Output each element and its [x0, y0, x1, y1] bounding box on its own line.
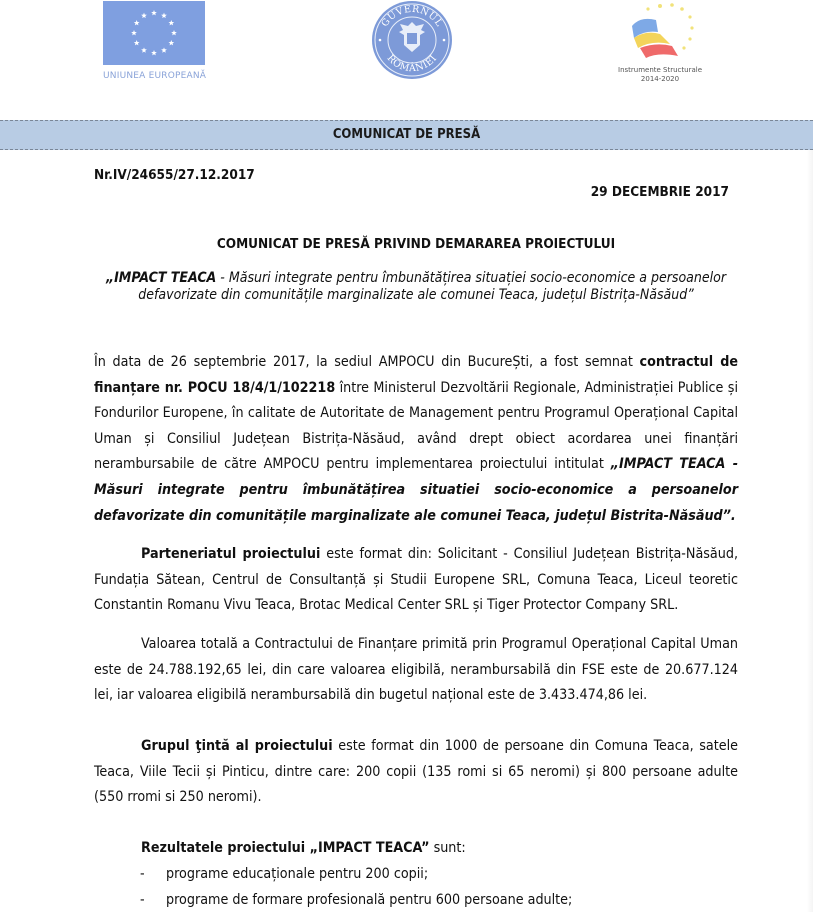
eu-flag-icon [103, 1, 205, 65]
contract-number: contractul de finanțare nr. POCU 18/4/1/102218 [94, 354, 738, 396]
government-seal [370, 0, 454, 80]
list-item-text: programe de formare profesională pentru 600 persoane adulte; [166, 888, 572, 913]
structural-caption-line2: 2014-2020 [612, 75, 708, 84]
release-date: 29 DECEMBRIE 2017 [591, 184, 729, 200]
results-title: Rezultatele proiectului „IMPACT TEACA” [141, 840, 430, 856]
eu-star-icon [131, 30, 137, 35]
structural-instruments-logo-icon [612, 0, 708, 64]
text: între Ministerul Dezvoltării Regionale, Administrației Publice și Fondurilor Europene, în calitate de Autoritate de Management pentru Programul Operațional Capital Uman și Consiliul Județean Bistrița-Năsăud, având drept obiect acordarea unei finanțări nerambursabile de către AMPOCU pentru implementarea proiectului intitulat [94, 380, 738, 473]
paragraph-target-group [94, 734, 738, 811]
structural-instruments-logo [612, 0, 708, 84]
list-item [94, 888, 738, 913]
eu-star-icon [141, 47, 147, 52]
eu-star-icon [134, 40, 140, 45]
logo-header [0, 0, 813, 110]
eu-caption: UNIUNEA EUROPEANĂ [103, 71, 205, 81]
text: sunt: [430, 840, 466, 856]
eu-star-icon [134, 20, 140, 25]
results-heading [94, 836, 738, 862]
text: În data de 26 septembrie 2017, la sediul AMPOCU din BucureȘti, a fost semnat [94, 354, 640, 370]
partnership-heading: Parteneriatul proiectului [141, 546, 320, 562]
paragraph-value [94, 632, 738, 709]
paragraph-partnership [94, 542, 738, 619]
eu-star-icon [141, 13, 147, 18]
structural-caption-line1: Instrumente Structurale [612, 66, 708, 75]
text: este format din 1000 de persoane din Comuna Teaca, satele Teaca, Viile Tecii și Pinticu, dintre care: 200 copii (135 romi si 65 neromi) și 800 persoane adulte (550 rromi si 250 neromi). [94, 738, 738, 805]
text: este format din: Solicitant - Consiliul Județean Bistrița-Năsăud, Fundația Sătean, Centrul de Consultanță și Studii Europene SRL, Comuna Teaca, Liceul teoretic Constantin Romanu Vivu Teaca, Brotac Medical Center SRL și Tiger Protector Company SRL. [94, 546, 738, 613]
list-item [94, 862, 738, 888]
eu-star-icon [171, 30, 177, 35]
project-subtitle [100, 270, 732, 304]
subtitle-project-name: „IMPACT TEACA [106, 270, 216, 286]
seal-bottom-text: ROMÂNIEI [385, 53, 440, 74]
target-group-heading: Grupul ţintă al proiectului [141, 738, 333, 754]
project-name: „IMPACT TEACA - Măsuri integrate pentru îmbunătățirea situatiei socio-economice a persoanelor defavorizate din comunitățile marginalizate ale comunei Teaca, județul Bistrita-Năsăud”. [94, 456, 738, 523]
eu-star-icon [161, 13, 167, 18]
document-title: COMUNICAT DE PRESĂ PRIVIND DEMARAREA PROIECTULUI [94, 236, 738, 252]
romanian-coat-of-arms-icon [370, 0, 454, 80]
eu-logo [103, 1, 205, 81]
reference-number: Nr.IV/24655/27.12.2017 [94, 167, 255, 183]
eu-star-icon [168, 40, 174, 45]
press-release-banner: COMUNICAT DE PRESĂ [0, 120, 813, 150]
bullet: - [94, 862, 166, 888]
results-list [94, 862, 738, 913]
paragraph-contract [94, 350, 738, 529]
list-item-text: programe educaționale pentru 200 copii; [166, 862, 428, 888]
text: Valoarea totală a Contractului de Finanțare primită prin Programul Operațional Capital Uman este de 24.788.192,65 lei, din care valoarea eligibilă, nerambursabilă din FSE este de 20.677.124 lei, iar valoarea eligibilă nerambursabilă din bugetul național este de 3.433.474,86 lei. [94, 636, 738, 703]
structural-caption [612, 66, 708, 84]
eu-star-icon [161, 47, 167, 52]
eu-star-icon [151, 50, 157, 55]
seal-top-text: GUVERNUL [379, 4, 444, 29]
eu-star-icon [168, 20, 174, 25]
subtitle-description: - Măsuri integrate pentru îmbunătățirea situației socio-economice a persoanelor defavorizate din comunitățile marginalizate ale comunei Teaca, județul Bistrița-Năsăud” [138, 270, 726, 303]
page-edge-shadow [807, 150, 813, 912]
eu-star-icon [151, 10, 157, 15]
bullet: - [94, 888, 166, 913]
